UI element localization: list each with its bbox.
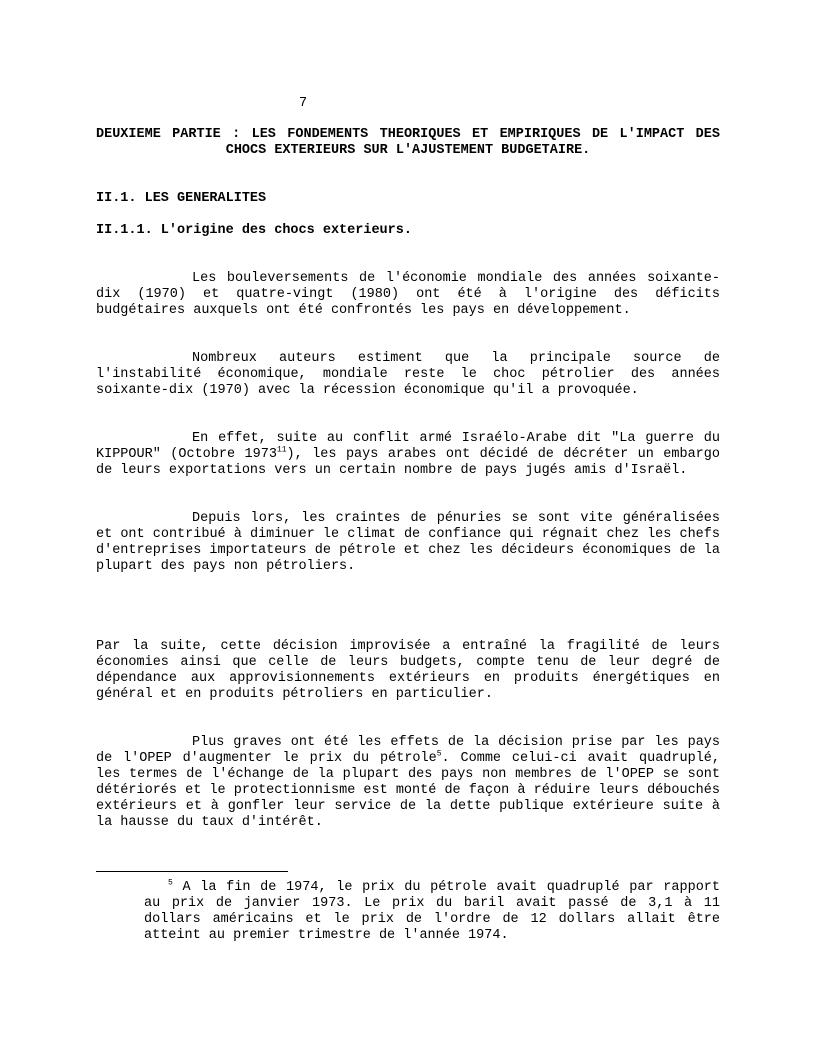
paragraph-1: Les bouleversements de l'économie mondiale des années soixante-dix (1970) et quatre-vingt (1980) ont été à l'origine des déficits budgétaires auxquels ont été confrontés les pays en développement. — [96, 271, 720, 318]
footnote-ref-11: 11 — [276, 445, 287, 455]
paragraph-3-text-a: En effet, suite au conflit armé Israélo-Arabe dit "La guerre du KIPPOUR" (Octobre 1973 — [96, 431, 720, 462]
paragraph-3 — [96, 431, 720, 479]
paragraph-6 — [96, 735, 720, 831]
footnote-marker: 5 — [168, 878, 173, 888]
paragraph-5: Par la suite, cette décision improvisée a entraîné la fragilité de leurs économies ainsi que celle de leurs budgets, compte tenu de leur degré de dépendance aux approvisionnements extérieurs en produits énergétiques en général et en produits pétroliers en particulier. — [96, 639, 720, 702]
page-number: 7 — [299, 96, 308, 111]
paragraph-6-text-b: . Comme celui-ci avait quadruplé, les termes de l'échange de la plupart des pays non membres de l'OPEP se sont détériorés et le protectionnisme est monté de façon à réduire leurs débouchés extérieurs et à gonfler leur service de la dette publique extérieure suite à la hausse du taux d'intérêt. — [96, 751, 721, 830]
footnote-text: A la fin de 1974, le prix du pétrole avait quadruplé par rapport au prix de janvier 1973. Le prix du baril avait passé de 3,1 à 11 dollars américains et le prix de l'ordre de 12 dollars allait être atteint au premier trimestre de l'année 1974. — [144, 880, 720, 943]
section-heading: II.1. LES GENERALITES — [96, 191, 267, 206]
footnote-separator — [96, 871, 288, 872]
footnote-ref-5: 5 — [436, 749, 442, 759]
paragraph-2: Nombreux auteurs estiment que la principale source de l'instabilité économique, mondiale reste le choc pétrolier des années soixante-dix (1970) avec la récession économique qu'il a provoquée. — [96, 351, 720, 398]
footnote-5 — [144, 880, 720, 944]
subsection-heading: II.1.1. L'origine des chocs exterieurs. — [96, 223, 412, 238]
paragraph-4: Depuis lors, les craintes de pénuries se sont vite généralisées et ont contribué à diminuer le climat de confiance qui régnait chez les chefs d'entreprises importateurs de pétrole et chez les décideurs économiques de la plupart des pays non pétroliers. — [96, 511, 720, 574]
paragraph-3-text-b: ), les pays arabes ont décidé de décréter un embargo de leurs exportations vers un certain nombre de pays jugés amis d'Israël. — [96, 447, 720, 478]
part-title: DEUXIEME PARTIE : LES FONDEMENTS THEORIQUES ET EMPIRIQUES DE L'IMPACT DES CHOCS EXTERIEURS SUR L'AJUSTEMENT BUDGETAIRE. — [96, 127, 720, 158]
paragraph-6-text-a: Plus graves ont été les effets de la décision prise par les pays de l'OPEP d'augmenter le prix du pétrole — [96, 735, 720, 766]
